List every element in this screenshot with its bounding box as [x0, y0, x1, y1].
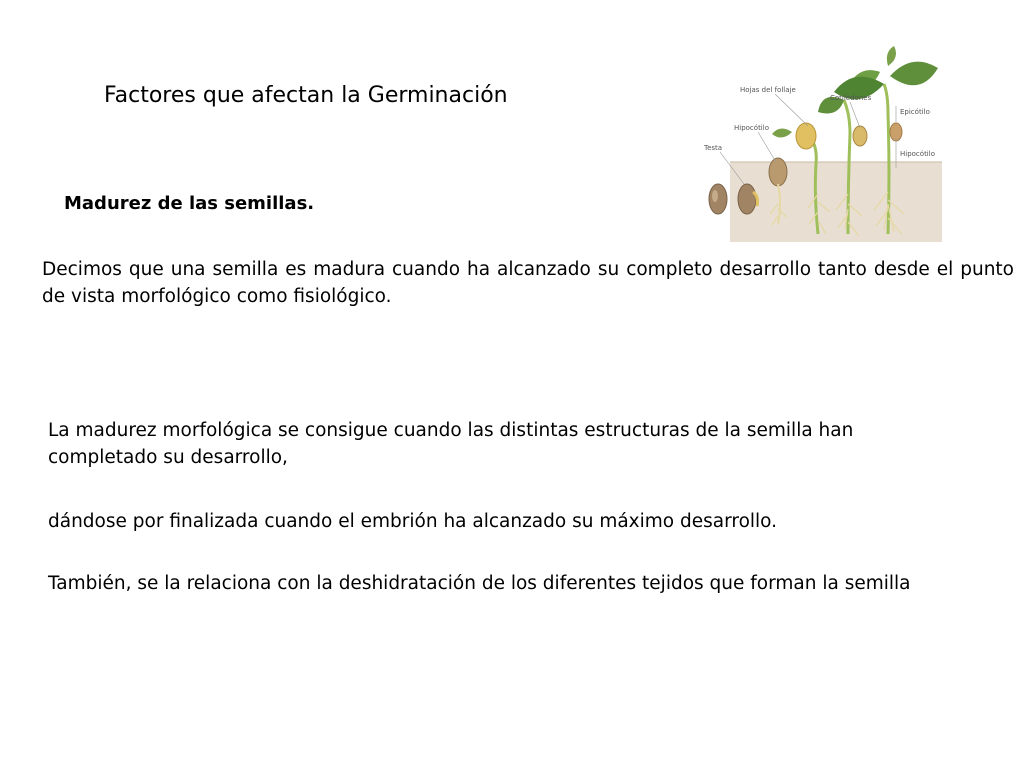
soil [730, 162, 942, 242]
slide-title: Factores que afectan la Germinación [104, 83, 508, 108]
label-testa: Testa [704, 144, 723, 152]
label-hipocotilo-right: Hipocótilo [900, 150, 935, 158]
morphological-maturity-paragraph: La madurez morfológica se consigue cuando las distintas estructuras de la semilla han completado su desarrollo, [48, 420, 854, 468]
section-heading: Madurez de las semillas. [64, 193, 315, 214]
label-hipocotilo-left: Hipocótilo [734, 124, 769, 132]
label-cotiledones: Cotiledones [830, 94, 872, 102]
germination-diagram [700, 44, 945, 242]
intro-paragraph: Decimos que una semilla es madura cuando ha alcanzado su completo desarrollo tanto desde el punto de vista morfológico como fisiológico. [42, 259, 1014, 307]
seed-stage-1-icon [709, 184, 727, 214]
label-hojas-follaje: Hojas del follaje [740, 86, 796, 94]
dehydration-paragraph: También, se la relaciona con la deshidratación de los diferentes tejidos que forman la semilla [48, 573, 911, 594]
label-epicotilo: Epicótilo [900, 108, 930, 116]
germination-diagram-svg [700, 44, 945, 242]
embryo-development-paragraph: dándose por finalizada cuando el embrión ha alcanzado su máximo desarrollo. [48, 511, 778, 532]
seed-stage-2-icon [738, 184, 756, 214]
